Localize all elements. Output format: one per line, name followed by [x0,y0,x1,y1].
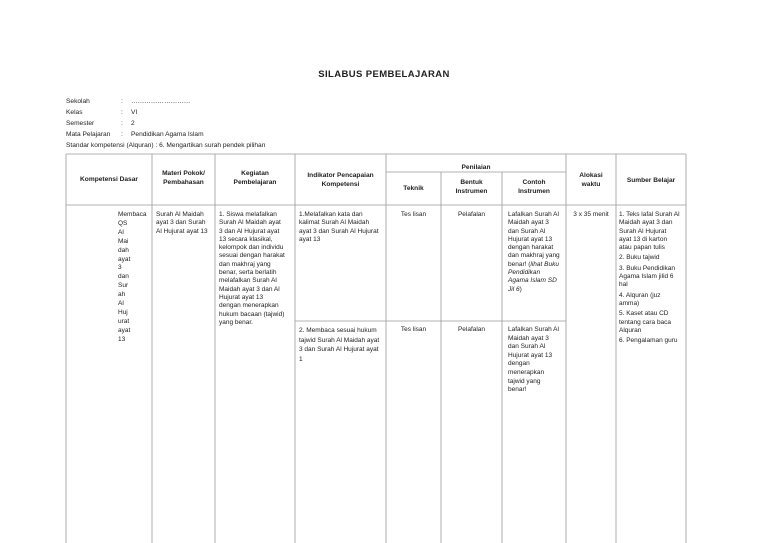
mapel-label: Mata Pelajaran [66,131,111,138]
semester-value: 2 [131,120,135,127]
contoh-1-reference: lihat Buku Pendidikan Agama Islam SD Jil 6 [508,260,559,293]
header-kegiatan: Kegiatan Pembelajaran [233,170,277,186]
bentuk-1-cell: Pelafalan [457,211,486,218]
header-indikator: Indikator Pencapaian Kompetensi [307,172,374,188]
contoh-1-end: ) [519,285,522,293]
sumber-item: 1. Teks lafal Surah Al Maidah ayat 3 dan Surah Al Hujurat ayat 13 di karton atau papan tulis [619,211,680,252]
sumber-item: 6. Pengalaman guru [619,337,678,345]
semester-label: Semester [66,120,95,127]
mapel-value: Pendidikan Agama Islam [131,131,204,138]
materi-cell: Surah Al Maidah ayat 3 dan Surah Al Hujurat ayat 13 [156,211,208,235]
header-contoh: Contoh Instrumen [518,179,550,195]
header-kompetensi-dasar: Kompetensi Dasar [80,176,138,183]
sumber-item: 4. Alquran (juz amma) [619,291,661,307]
kelas-label: Kelas [66,109,83,116]
teknik-1-cell: Tes lisan [400,211,427,218]
page-title: SILABUS PEMBELAJARAN [318,69,450,80]
header-materi: Materi Pokok/ Pembahasan [162,170,205,186]
sekolah-label: Sekolah [66,98,90,105]
indikator-1-cell: 1.Melafalkan kata dan kalimat Surah Al Maidah ayat 3 dan Surah Al Hujurat ayat 13 [299,211,379,243]
kelas-value: VI [131,109,138,116]
contoh-2-cell: Lafalkan Surah Al Maidah ayat 3 dan Surah Al Hujurat ayat 13 dengan menerapkan tajwid yang benar! [508,326,559,394]
header-sumber: Sumber Belajar [626,177,676,184]
header-bentuk: Bentuk Instrumen [455,179,488,195]
contoh-1-cell [508,211,566,294]
colon: : [121,120,123,127]
sumber-item: 3. Buku Pendidikan Agama Islam jilid 6 hal [619,264,676,289]
header-alokasi: Alokasi waktu [579,172,603,188]
contoh-1-text: Lafalkan Surah Al Maidah ayat 3 dan Surah Al Hujurat ayat 13 dengan harakat dan makhraj yang benar! ( [508,211,560,268]
indikator-2-cell: 2. Membaca sesuai hukum tajwid Surah Al Maidah ayat 3 dan Surah Al Hujurat ayat 1 [299,327,380,363]
colon: : [121,109,123,116]
teknik-2-cell: Tes lisan [400,326,427,333]
kegiatan-cell: 1. Siswa melafalkan Surah Al Maidah ayat 3 dan Al Hujurat ayat 13 secara klasikal, kelompok dan individu sesuai dengan harakat dan makhraj yang benar, serta berlatih melafalkan Surah Al Maidah ayat 3 dan Al Hujurat ayat 13 dengan menerapkan hukum bacaan (tajwid) yang benar. [219,211,285,326]
sekolah-value: ……………………… [131,98,191,105]
alokasi-cell: 3 x 35 menit [573,211,609,218]
header-penilaian: Penilaian [461,164,491,171]
standar-kompetensi: Standar kompetensi (Alquran) : 6. Mengartikan surah pendek pilihan [66,142,266,149]
colon: : [121,131,123,138]
kompetensi-dasar-cell: Membaca QS Al Mai dah ayat 3 dan Sur ah Al Huj urat ayat 13 [118,211,147,343]
sumber-item: 5. Kaset atau CD tentang cara baca Alquran [619,310,672,334]
bentuk-2-cell: Pelafalan [457,326,486,333]
sumber-item: 2. Buku tajwid [619,254,660,262]
header-teknik: Teknik [403,185,424,192]
colon: : [121,98,123,105]
sumber-list [619,211,685,345]
